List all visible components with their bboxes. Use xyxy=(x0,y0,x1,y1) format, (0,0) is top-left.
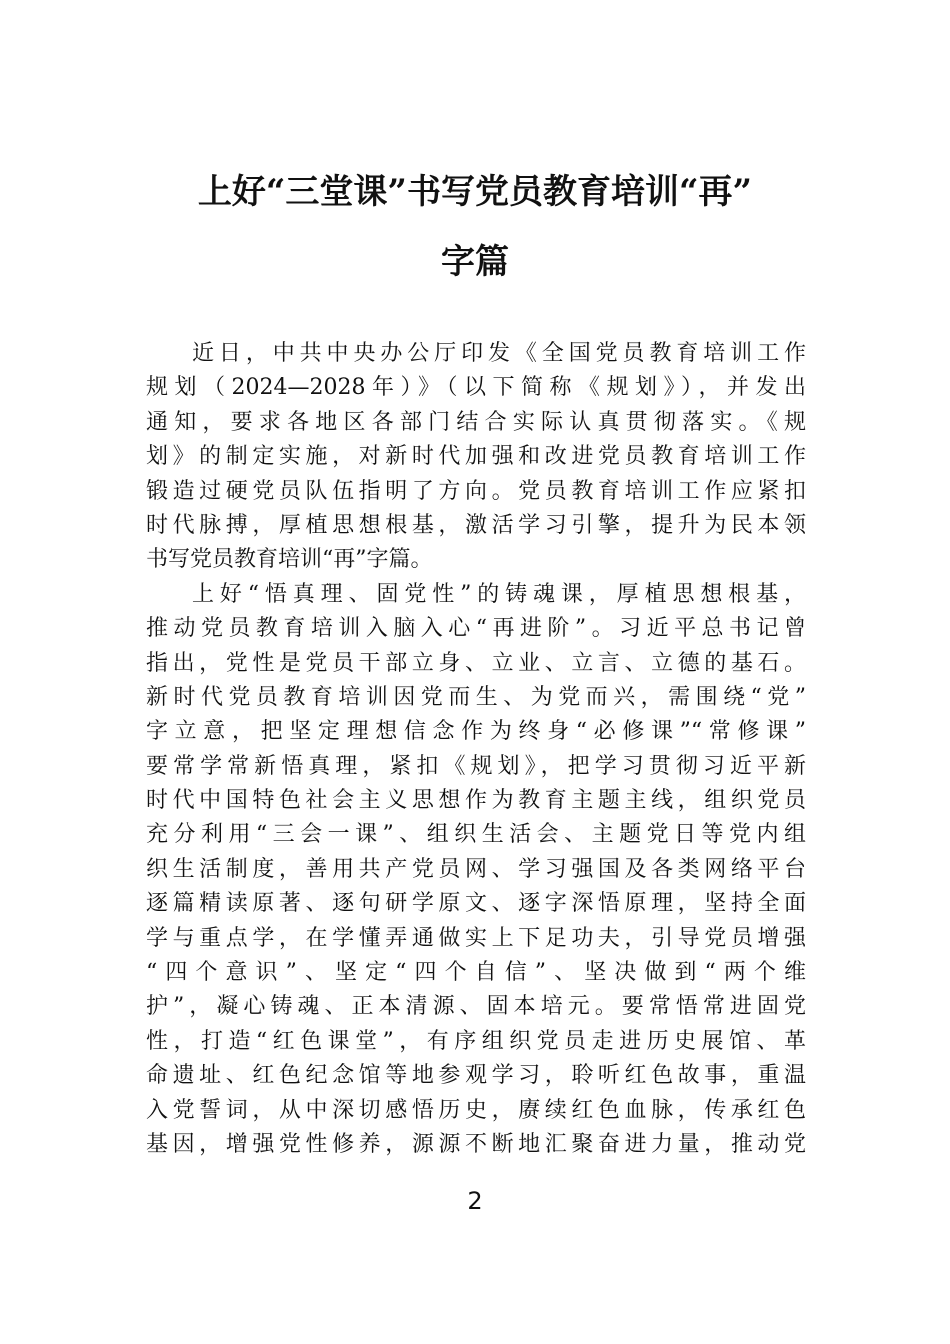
paragraph xyxy=(146,337,806,578)
text-line: 书写党员教育培训“再”字篇。 xyxy=(146,547,433,573)
text-line: 护”，凝心铸魂、正本清源、固本培元。要常悟常进固党 xyxy=(146,994,806,1020)
text-line: 学与重点学，在学懂弄通做实上下足功夫，引导党员增强 xyxy=(146,925,806,951)
document-title: 上好“三堂课”书写党员教育培训“再” xyxy=(197,172,753,212)
text-line: 划》的制定实施，对新时代加强和改进党员教育培训工作 xyxy=(146,444,806,470)
text-line: 命遗址、红色纪念馆等地参观学习，聆听红色故事，重温 xyxy=(146,1063,806,1089)
paragraph xyxy=(146,578,806,1163)
text-line: 织生活制度，善用共产党员网、学习强国及各类网络平台 xyxy=(146,856,806,882)
text-line: 逐篇精读原著、逐句研学原文、逐字深悟原理，坚持全面 xyxy=(146,891,806,917)
text-line: 通知，要求各地区各部门结合实际认真贯彻落实。《规 xyxy=(146,409,806,435)
text-line: 性，打造“红色课堂”，有序组织党员走进历史展馆、革 xyxy=(146,1028,806,1054)
text-line: 上好“悟真理、固党性”的铸魂课，厚植思想根基， xyxy=(192,581,806,607)
text-line: 入党誓词，从中深切感悟历史，赓续红色血脉，传承红色 xyxy=(146,1097,806,1123)
document-body xyxy=(146,337,806,1162)
text-line: 字立意，把坚定理想信念作为终身“必修课”“常修课” xyxy=(146,719,806,745)
text-line: 指出，党性是党员干部立身、立业、立言、立德的基石。 xyxy=(146,650,806,676)
text-line: 推动党员教育培训入脑入心“再进阶”。习近平总书记曾 xyxy=(146,616,806,642)
page-number: 2 xyxy=(467,1187,483,1215)
text-line: 新时代党员教育培训因党而生、为党而兴，需围绕“党” xyxy=(146,684,806,710)
text-line: 基因，增强党性修养，源源不断地汇聚奋进力量，推动党 xyxy=(146,1131,806,1157)
text-line: “四个意识”、坚定“四个自信”、坚决做到“两个维 xyxy=(146,960,806,986)
text-line: 充分利用“三会一课”、组织生活会、主题党日等党内组 xyxy=(146,822,806,848)
text-line: 要常学常新悟真理，紧扣《规划》，把学习贯彻习近平新 xyxy=(146,753,806,779)
text-line: 近日，中共中央办公厅印发《全国党员教育培训工作 xyxy=(192,341,806,366)
text-line: 规划（2024—2028年）》（以下简称《规划》），并发出 xyxy=(146,375,806,401)
text-line: 锻造过硬党员队伍指明了方向。党员教育培训工作应紧扣 xyxy=(146,478,806,504)
text-line: 时代中国特色社会主义思想作为教育主题主线，组织党员 xyxy=(146,788,806,814)
text-line: 时代脉搏，厚植思想根基，激活学习引擎，提升为民本领 xyxy=(146,512,806,538)
document-title-continued: 字篇 xyxy=(441,242,509,282)
